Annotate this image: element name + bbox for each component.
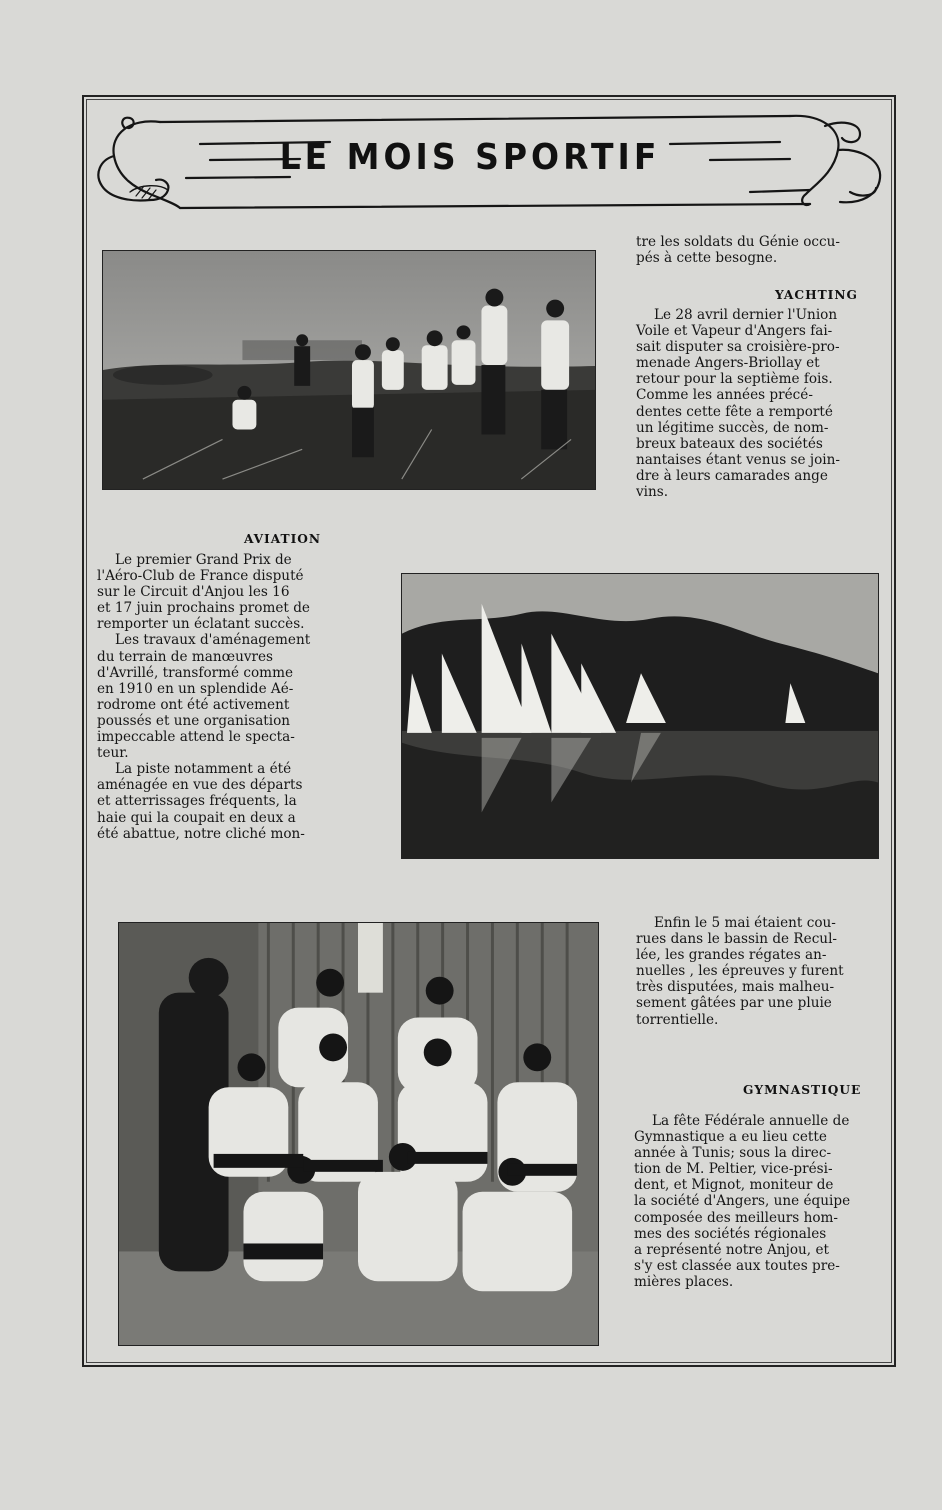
gymnastique-text bbox=[634, 1113, 886, 1290]
text-line: Les travaux d'aménagement bbox=[115, 632, 311, 649]
text-line: nuelles , les épreuves y furent bbox=[636, 963, 844, 980]
text-line: a représenté notre Anjou, et bbox=[634, 1241, 829, 1258]
text-line: vins. bbox=[636, 484, 669, 501]
text-line: s'y est classée aux toutes pre- bbox=[634, 1257, 840, 1274]
text-line: impeccable attend le specta- bbox=[97, 729, 295, 746]
text-line: dent, et Mignot, moniteur de bbox=[634, 1177, 834, 1194]
text-line: Enfin le 5 mai étaient cou- bbox=[654, 915, 836, 931]
text-line: composée des meilleurs hom- bbox=[634, 1209, 838, 1226]
text-line: rodrome ont été activement bbox=[97, 696, 290, 713]
text-line: poussés et une organisation bbox=[97, 712, 291, 729]
text-line: haie qui la coupait en deux a bbox=[97, 809, 296, 826]
text-line: sait disputer sa croisière-pro- bbox=[636, 339, 840, 356]
text-line: été abattue, notre cliché mon- bbox=[97, 825, 305, 842]
text-line: breux bateaux des sociétés bbox=[636, 435, 823, 452]
text-line: La piste notamment a été bbox=[115, 761, 292, 778]
text-line: dre à leurs camarades ange bbox=[636, 467, 828, 484]
text-line: retour pour la septième fois. bbox=[636, 371, 833, 388]
text-line: Le premier Grand Prix de bbox=[115, 552, 292, 568]
text-line: et 17 juin prochains promet de bbox=[97, 600, 310, 617]
photo-gymnastics-team bbox=[118, 922, 599, 1346]
text-line: remporter un éclatant succès. bbox=[97, 616, 305, 633]
text-line: mières places. bbox=[634, 1273, 734, 1290]
top-right-intro bbox=[636, 234, 882, 266]
text-line: menade Angers-Briollay et bbox=[636, 355, 820, 372]
text-line: la société d'Angers, une équipe bbox=[634, 1193, 851, 1210]
text-line: et atterrissages fréquents, la bbox=[97, 793, 297, 810]
yachting-heading: YACHTING bbox=[775, 288, 858, 302]
text-line: année à Tunis; sous la direc- bbox=[634, 1145, 832, 1162]
text-line: un légitime succès, de nom- bbox=[636, 419, 829, 436]
regates-text bbox=[636, 915, 872, 1028]
text-line: mes des sociétés régionales bbox=[634, 1225, 827, 1242]
text-line: d'Avrillé, transformé comme bbox=[97, 664, 294, 681]
text-line: Le 28 avril dernier l'Union bbox=[654, 307, 838, 323]
text-line: La fête Fédérale annuelle de bbox=[652, 1113, 850, 1129]
gymnastique-heading: GYMNASTIQUE bbox=[743, 1083, 862, 1097]
yachting-text bbox=[636, 307, 882, 500]
text-line: rues dans le bassin de Recul- bbox=[636, 931, 838, 948]
text-line: teur. bbox=[97, 745, 129, 762]
text-line: tion de M. Peltier, vice-prési- bbox=[634, 1161, 833, 1178]
text-line: sement gâtées par une pluie bbox=[636, 995, 832, 1012]
text-line: du terrain de manœuvres bbox=[97, 648, 274, 665]
aviation-heading: AVIATION bbox=[244, 532, 322, 546]
photo-sailboats bbox=[401, 573, 879, 859]
text-line: nantaises étant venus se join- bbox=[636, 451, 840, 468]
text-line: l'Aéro-Club de France disputé bbox=[97, 568, 304, 585]
text-line: Gymnastique a eu lieu cette bbox=[634, 1129, 827, 1146]
text-line: en 1910 en un splendide Aé- bbox=[97, 680, 294, 697]
page-title: LE MOIS SPORTIF bbox=[279, 135, 661, 178]
text-line: torrentielle. bbox=[636, 1011, 719, 1028]
text-line: dentes cette fête a remporté bbox=[636, 403, 833, 420]
photo-soldiers-field bbox=[102, 250, 596, 490]
text-line: lée, les grandes régates an- bbox=[636, 947, 827, 964]
text-line: Voile et Vapeur d'Angers fai- bbox=[636, 323, 833, 340]
text-line: aménagée en vue des départs bbox=[97, 777, 303, 794]
text-line: sur le Circuit d'Anjou les 16 bbox=[97, 584, 290, 601]
aviation-text bbox=[97, 552, 346, 842]
text-line: pés à cette besogne. bbox=[636, 250, 778, 267]
text-line: tre les soldats du Génie occu- bbox=[636, 234, 840, 250]
text-line: Comme les années précé- bbox=[636, 387, 813, 404]
text-line: très disputées, mais malheu- bbox=[636, 979, 835, 996]
